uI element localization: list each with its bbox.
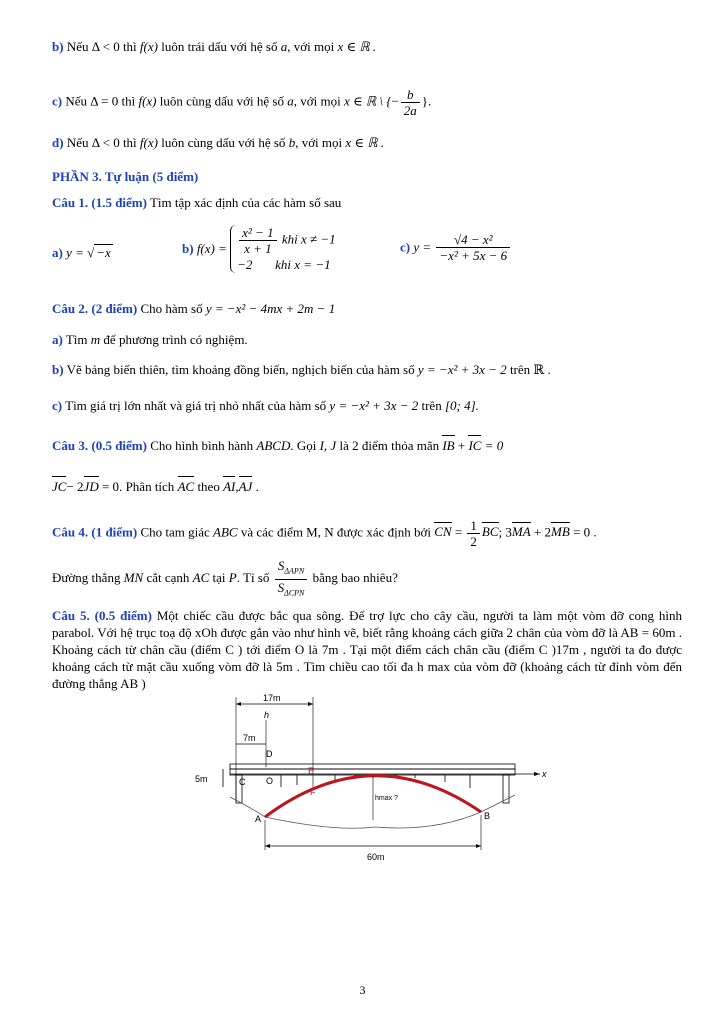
q4-ratio: $\frac{S_{\Delta APN}}{S_{\Delta CPN}}$ [275,558,308,600]
q3-vec-jd: JD [83,479,99,494]
q2-a-var: m [90,332,101,347]
q2-b-label: b) [52,362,64,377]
item-c-pre: Nếu Δ = 0 thì [65,93,136,109]
item-c-end: }. [421,93,432,109]
q1-a [52,244,113,262]
q2-a-pre: Tìm [65,332,88,347]
point-e-label: E [308,766,315,776]
item-b-pre: Nếu Δ < 0 thì [66,39,137,54]
q4-expr2b: + 2 [533,524,552,540]
q1-a-expr-rad: −x [96,245,111,260]
item-d-dom: x ∈ ℝ . [345,135,385,150]
dim-17-label: 17m [263,693,281,703]
item-d-coef: b [288,135,296,150]
q4-expr2a: 3 [505,524,512,540]
q1-c-den: −x² + 5x − 6 [439,248,508,263]
q4-line1 [52,518,597,549]
point-o-label: O [266,776,274,786]
page-number: 3 [359,983,366,997]
q4-tri: ABC [213,524,238,540]
arrow-left-icon [236,702,241,706]
item-c-fx: f(x) [138,93,157,109]
q1-line [52,194,341,212]
q2-c-int: [0; 4]. [444,398,479,413]
q3-text1: Cho hình bình hành [150,438,254,453]
q1-text: Tìm tập xác định của các hàm số sau [149,195,342,210]
item-b-dom: x ∈ ℝ . [337,39,377,54]
q4-l2-mn: MN [123,570,144,586]
q2-text: Cho hàm số [140,301,203,316]
q1-c-frac [436,232,510,263]
item-c-label: c) [52,93,63,109]
q2-a [52,331,248,349]
q4-label: Câu 4. (1 điểm) [52,524,138,540]
q3-l2-text: . Phân tích [119,479,175,494]
q2-b-post: trên ℝ . [509,362,551,377]
q1-b-case2-cond: khi x = −1 [275,257,331,272]
q4-text2: và các điểm M, N được xác định bởi [240,524,431,540]
q2-c-expr: y = −x² + 3x − 2 [329,398,419,413]
item-b-fx: f(x) [139,39,158,54]
item-d-mid: luôn cùng dấu với hệ số [161,135,286,150]
q4-expr2c: = 0 . [573,524,597,540]
q1-a-label: a) [52,245,63,260]
q4-l2-text4: . Tỉ số [236,570,270,586]
q1-b-case1-num: x² − 1 [239,225,276,241]
q4-semi: ; [498,524,503,540]
dim-5-label: 5m [195,774,208,784]
q2-a-label: a) [52,332,63,347]
q3-line2 [52,478,259,496]
item-b [52,38,376,56]
q1-b [182,225,336,273]
item-c-mid: luôn cùng dấu với hệ số [159,93,284,109]
dim-60-label: 60m [367,852,385,862]
bridge-figure [185,692,555,867]
point-c-label: C [239,777,246,787]
q3-pts: I, J [319,438,337,453]
q1-b-system [230,225,336,273]
q4-text1: Cho tam giác [140,524,210,540]
item-d-fx: f(x) [139,135,158,150]
q2-c-text: Tìm giá trị lớn nhất và giá trị nhỏ nhất của hàm số [65,398,327,413]
q3-label: Câu 3. (0.5 điểm) [52,438,147,453]
q1-a-expr-pre: y = √ [66,245,95,260]
item-c-dom: x ∈ ℝ \ { [343,93,392,109]
q2-expr: y = −x² − 4mx + 2m − 1 [205,301,336,316]
item-c: c) Nếu Δ = 0 thì f(x) luôn cùng dấu với hệ số a, với mọi x ∈ ℝ \ {− $\frac{b}{2a}$ }. [52,87,432,118]
q3-vec-aj: AJ [238,479,253,494]
q3-shape: ABCD [256,438,291,453]
q3-l2-mid: − 2 [66,479,84,494]
point-d-label: D [266,749,273,759]
q1-c-label: c) [400,239,411,255]
q4-vec-mb: MB [551,524,570,540]
q1-b-case1-den: x + 1 [244,241,272,256]
item-b-label: b) [52,39,64,54]
q2-c [52,397,479,415]
dim-7-label: 7m [243,733,256,743]
item-c-coef: a [287,93,294,109]
q3-vec-ib: IB [442,438,455,453]
q3-plus: + [457,438,466,453]
part3-heading: PHẦN 3. Tự luận (5 điểm) [52,169,199,184]
bridge-deck-top [230,764,515,769]
q4-l2-text1: Đường thẳng [52,570,121,586]
point-a-label: A [255,814,262,824]
q1-b-label: b) [182,241,194,256]
item-b-post: , với mọi [287,39,335,54]
point-b-label: B [484,811,491,821]
q4-vec-cn: CN [434,524,452,540]
axis-x-arrow-icon [534,772,540,776]
q3-l2-comma: , [235,479,239,494]
q1-b-case2: −2 [237,257,253,272]
q1-b-case1-cond: khi x ≠ −1 [281,231,336,247]
q4-vec-bc: BC [481,524,499,540]
q1-c-num: √4 − x² [436,232,510,248]
q3-eq0: = 0 [484,438,504,453]
q4-l2-text5: bằng bao nhiêu? [312,570,398,586]
q4-l2-p: P [228,570,237,586]
q4-l2-text3: tại [212,570,226,586]
item-b-coef: a [280,39,288,54]
item-d-post: , với mọi [295,135,343,150]
q2-b [52,361,551,379]
axis-x-label: x [542,769,547,779]
q1-c [400,232,512,263]
pillars [236,775,509,803]
q4-vec-ma: MA [511,524,531,540]
dim-60-right-arrow-icon [476,844,481,848]
q5-label: Câu 5. (0.5 điểm) [52,608,152,623]
item-b-mid: luôn trái dấu với hệ số [161,39,278,54]
q5-paragraph [52,607,682,692]
item-c-frac: $\frac{b}{2a}$ [401,87,420,118]
q3-l2-eq: = 0 [101,479,120,494]
q1-c-expr-pre: y = [413,239,432,255]
q4-half: $\frac{1}{2}$ [467,518,480,549]
q4-eq: = [454,524,463,540]
dim-60-left-arrow-icon [265,844,270,848]
q1-label: Câu 1. (1.5 điểm) [52,195,147,210]
item-d-pre: Nếu Δ < 0 thì [66,135,137,150]
q2-c-on: trên [421,398,442,413]
q3-vec-ai: AI [223,479,236,494]
hmax-label: hmax ? [375,795,398,802]
item-d-label: d) [52,135,64,150]
item-c-post: , với mọi [293,93,341,109]
q2-line [52,300,335,318]
q3-vec-jc: JC [52,479,67,494]
arrow-right-icon [308,702,313,706]
q4-l2-ac: AC [192,570,210,586]
q3-l2-theo: theo [197,479,220,494]
q4-l2-text2: cắt cạnh [146,570,190,586]
point-f-label: F [310,787,316,797]
q2-b-text: Vẽ bảng biến thiên, tìm khoảng đồng biến, nghịch biến của hàm số [66,362,415,377]
q5-text: Một chiếc cầu được bắc qua sông. Để trợ lực cho cây cầu, người ta làm một vòm đỡ cong hình parabol. Với hệ trục toạ độ xOh được gắn vào như hình vẽ, biết rằng khoảng cách giữa 2 chân của vòm đỡ là AB = 60m . Khoảng cách từ chân cầu (điểm C ) tới điểm O là 7m . Tại một điểm cách chân cầu (điểm C )17m , người ta đo được khoảng cách từ mặt cầu xuống vòm đỡ là 5m . Tìm chiều cao tối đa h max của vòm đỡ (khoảng cách từ đỉnh vòm đến đường thẳng AB ) [52,608,683,691]
item-d [52,134,384,152]
q1-b-expr-pre: f(x) = [196,241,227,256]
q3-vec-ac: AC [177,479,195,494]
q2-label: Câu 2. (2 điểm) [52,301,138,316]
q4-line2 [52,558,398,600]
q2-c-label: c) [52,398,63,413]
q3-l2-end: . [255,479,259,494]
q3-line1 [52,437,503,455]
q3-text2: . Gọi [290,438,317,453]
axis-h-label: h [264,710,270,720]
q3-vec-ic: IC [468,438,482,453]
q2-a-post: để phương trình có nghiệm. [103,332,248,347]
q2-b-expr: y = −x² + 3x − 2 [417,362,507,377]
q3-text3: là 2 điểm thỏa mãn [339,438,440,453]
